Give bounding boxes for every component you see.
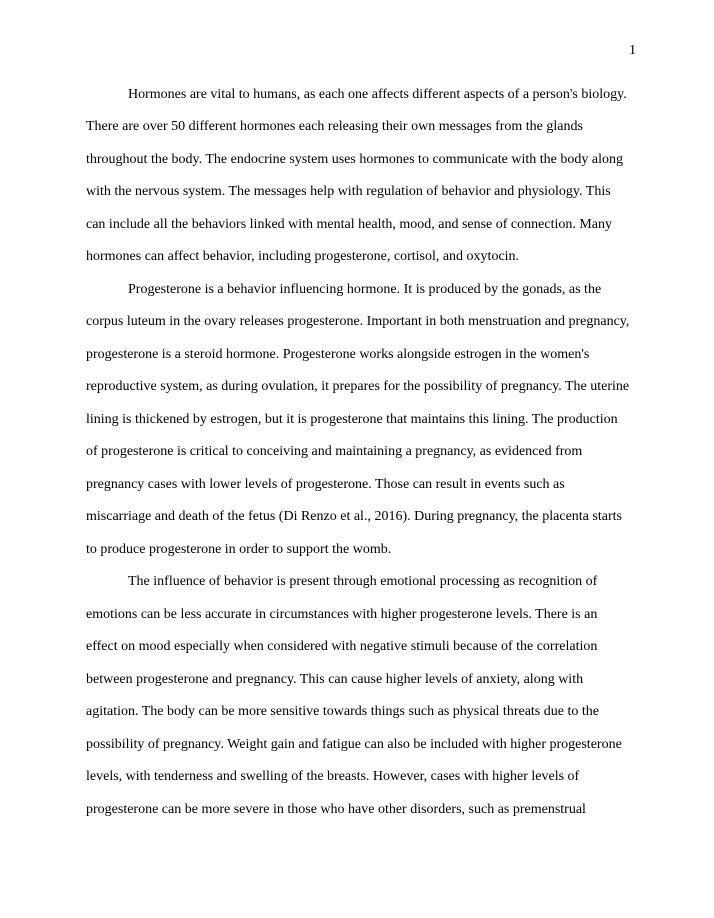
paragraph-1-line-5: can include all the behaviors linked with mental health, mood, and sense of connection. Many [86, 217, 613, 232]
paragraph-1-line-2: There are over 50 different hormones each releasing their own messages from the glands [86, 119, 583, 134]
paragraph-2-line-8: miscarriage and death of the fetus (Di Renzo et al., 2016). During pregnancy, the placenta starts [86, 509, 622, 524]
paragraph-3-line-4: between progesterone and pregnancy. This can cause higher levels of anxiety, along with [86, 672, 584, 687]
paragraph-2-line-2: corpus luteum in the ovary releases progesterone. Important in both menstruation and pregnancy, [86, 314, 630, 329]
paragraph-3-line-5: agitation. The body can be more sensitive towards things such as physical threats due to the [86, 704, 599, 719]
paragraph-3-line-8: progesterone can be more severe in those who have other disorders, such as premenstrual [86, 802, 586, 817]
paragraph-2-line-5: lining is thickened by estrogen, but it is progesterone that maintains this lining. The production [86, 412, 618, 427]
paragraph-3-line-2: emotions can be less accurate in circumstances with higher progesterone levels. There is an [86, 607, 598, 622]
paragraph-3-line-1: The influence of behavior is present through emotional processing as recognition of [128, 574, 598, 589]
page-number: 1 [629, 43, 636, 58]
paragraph-1-line-3: throughout the body. The endocrine system uses hormones to communicate with the body along [86, 152, 623, 167]
paragraph-2-line-3: progesterone is a steroid hormone. Progesterone works alongside estrogen in the women's [86, 347, 590, 362]
paragraph-2-line-1: Progesterone is a behavior influencing hormone. It is produced by the gonads, as the [128, 282, 602, 297]
paragraph-1-line-6: hormones can affect behavior, including progesterone, cortisol, and oxytocin. [86, 249, 520, 264]
paragraph-3-line-6: possibility of pregnancy. Weight gain and fatigue can also be included with higher progesterone [86, 737, 622, 752]
paragraph-1-line-1: Hormones are vital to humans, as each one affects different aspects of a person's biology. [128, 87, 627, 102]
paragraph-2-line-9: to produce progesterone in order to support the womb. [86, 542, 392, 557]
paragraph-2-line-6: of progesterone is critical to conceiving and maintaining a pregnancy, as evidenced from [86, 444, 583, 459]
paragraph-2-line-7: pregnancy cases with lower levels of progesterone. Those can result in events such as [86, 477, 565, 492]
paragraph-3-line-3: effect on mood especially when considered with negative stimuli because of the correlation [86, 639, 598, 654]
paragraph-1-line-4: with the nervous system. The messages help with regulation of behavior and physiology. This [86, 184, 611, 199]
paragraph-3-line-7: levels, with tenderness and swelling of the breasts. However, cases with higher levels of [86, 769, 580, 784]
paragraph-2-line-4: reproductive system, as during ovulation, it prepares for the possibility of pregnancy. The uterine [86, 379, 630, 394]
